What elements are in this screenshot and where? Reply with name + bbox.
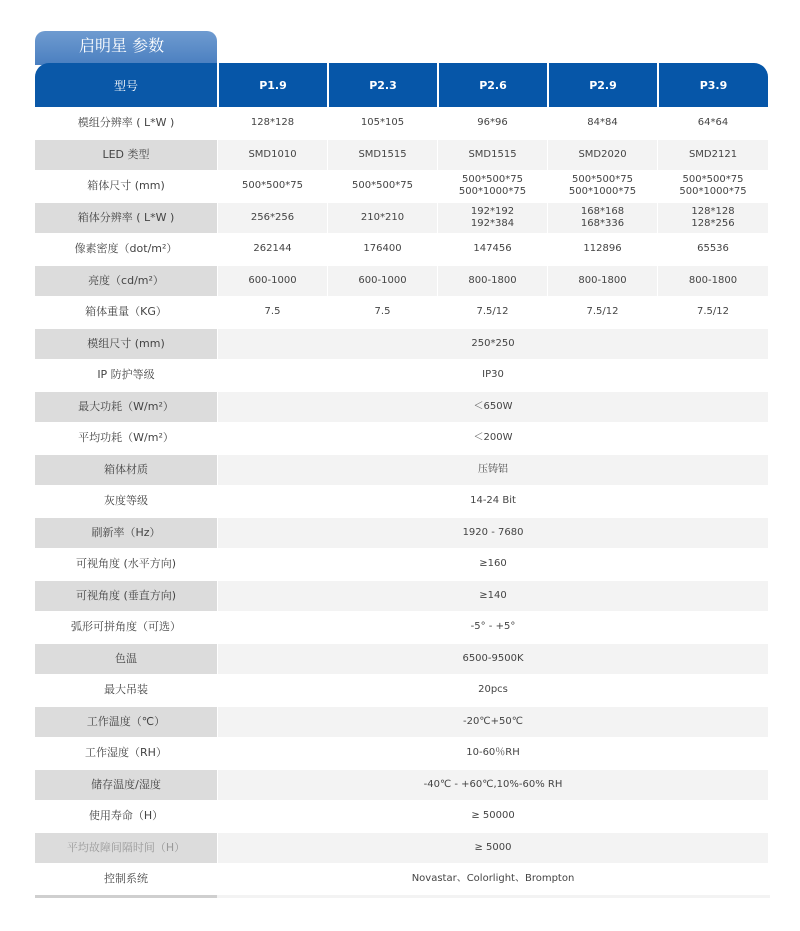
row-label: 箱体分辨率 ( L*W ) — [35, 202, 217, 234]
row-value: 96*96 — [437, 107, 547, 139]
row-value-merged: 压铸铝 — [217, 454, 768, 486]
row-value: 147456 — [437, 233, 547, 265]
table-row — [35, 391, 770, 423]
table-row — [35, 832, 770, 864]
table-row — [35, 517, 770, 549]
row-value: 7.5 — [327, 296, 437, 328]
row-value: 500*500*75 500*1000*75 — [657, 170, 768, 202]
row-label: 箱体材质 — [35, 454, 217, 486]
row-value: 128*128 — [217, 107, 327, 139]
row-label: 平均功耗（W/m²） — [35, 422, 217, 454]
row-label: 最大功耗（W/m²） — [35, 391, 217, 423]
row-value: 800-1800 — [547, 265, 657, 297]
table-body — [35, 107, 770, 895]
row-value-merged: ≥160 — [217, 548, 768, 580]
row-value-merged: ≥ 50000 — [217, 800, 768, 832]
row-value-merged: IP30 — [217, 359, 768, 391]
table-row — [35, 202, 770, 234]
row-label: 箱体重量（KG） — [35, 296, 217, 328]
table-row — [35, 737, 770, 769]
row-value: SMD2020 — [547, 139, 657, 171]
table-row — [35, 706, 770, 738]
row-label: 弧形可拼角度（可选） — [35, 611, 217, 643]
header-model-p19: P1.9 — [217, 63, 327, 107]
row-label: 可视角度 (垂直方向) — [35, 580, 217, 612]
header-model-p39: P3.9 — [657, 63, 768, 107]
row-label: 使用寿命（H） — [35, 800, 217, 832]
row-value: 112896 — [547, 233, 657, 265]
row-value: 192*192 192*384 — [437, 202, 547, 234]
row-label: 平均故障间隔时间（H） — [35, 832, 217, 864]
table-row — [35, 485, 770, 517]
table-row — [35, 170, 770, 202]
row-value: 800-1800 — [437, 265, 547, 297]
row-value-merged: 6500-9500K — [217, 643, 768, 675]
table-row — [35, 139, 770, 171]
row-value-merged: -40℃ - +60℃,10%-60% RH — [217, 769, 768, 801]
row-value: SMD2121 — [657, 139, 768, 171]
row-value-merged: 10-60％RH — [217, 737, 768, 769]
table-bottom-rule — [35, 895, 770, 898]
header-model-p29: P2.9 — [547, 63, 657, 107]
row-value: 65536 — [657, 233, 768, 265]
row-label: 工作温度（℃） — [35, 706, 217, 738]
row-value: 600-1000 — [327, 265, 437, 297]
row-label: 最大吊装 — [35, 674, 217, 706]
row-label: 色温 — [35, 643, 217, 675]
table-row — [35, 548, 770, 580]
row-value-merged: -20℃+50℃ — [217, 706, 768, 738]
row-label: 储存温度/湿度 — [35, 769, 217, 801]
header-model-p23: P2.3 — [327, 63, 437, 107]
row-value: 64*64 — [657, 107, 768, 139]
row-label: 灰度等级 — [35, 485, 217, 517]
row-value: 7.5/12 — [437, 296, 547, 328]
header-model-p26: P2.6 — [437, 63, 547, 107]
spec-table — [35, 63, 770, 898]
row-value-merged: 250*250 — [217, 328, 768, 360]
row-value: 176400 — [327, 233, 437, 265]
row-value-merged: 20pcs — [217, 674, 768, 706]
row-label: IP 防护等级 — [35, 359, 217, 391]
row-value-merged: Novastar、Colorlight、Brompton — [217, 863, 768, 895]
table-header — [35, 63, 770, 107]
table-row — [35, 107, 770, 139]
row-label: 模组分辨率 ( L*W ) — [35, 107, 217, 139]
row-label: 工作湿度（RH） — [35, 737, 217, 769]
row-label: 可视角度 (水平方向) — [35, 548, 217, 580]
row-value-merged: -5° - +5° — [217, 611, 768, 643]
row-value-merged: 14-24 Bit — [217, 485, 768, 517]
row-value: 128*128 128*256 — [657, 202, 768, 234]
row-label: 箱体尺寸 (mm) — [35, 170, 217, 202]
row-label: 像素密度（dot/m²） — [35, 233, 217, 265]
row-value-merged: 1920 - 7680 — [217, 517, 768, 549]
table-row — [35, 580, 770, 612]
row-label: 控制系统 — [35, 863, 217, 895]
row-value: 500*500*75 — [327, 170, 437, 202]
row-value: SMD1010 — [217, 139, 327, 171]
table-row — [35, 674, 770, 706]
table-row — [35, 611, 770, 643]
row-value: SMD1515 — [437, 139, 547, 171]
table-row — [35, 863, 770, 895]
table-row — [35, 328, 770, 360]
row-label: LED 类型 — [35, 139, 217, 171]
row-value-merged: ＜650W — [217, 391, 768, 423]
row-value: 500*500*75 — [217, 170, 327, 202]
table-row — [35, 800, 770, 832]
table-row — [35, 233, 770, 265]
row-label: 亮度（cd/m²） — [35, 265, 217, 297]
row-value: 256*256 — [217, 202, 327, 234]
row-value-merged: ≥ 5000 — [217, 832, 768, 864]
row-value: 7.5/12 — [547, 296, 657, 328]
row-value-merged: ≥140 — [217, 580, 768, 612]
row-label: 模组尺寸 (mm) — [35, 328, 217, 360]
header-model-label: 型号 — [35, 63, 217, 107]
row-value: SMD1515 — [327, 139, 437, 171]
row-value: 800-1800 — [657, 265, 768, 297]
row-value: 500*500*75 500*1000*75 — [437, 170, 547, 202]
table-row — [35, 643, 770, 675]
row-value-merged: ＜200W — [217, 422, 768, 454]
section-title-tab: 启明星 参数 — [35, 31, 217, 65]
row-value: 210*210 — [327, 202, 437, 234]
table-row — [35, 769, 770, 801]
table-row — [35, 422, 770, 454]
table-row — [35, 265, 770, 297]
row-value: 7.5 — [217, 296, 327, 328]
row-value: 500*500*75 500*1000*75 — [547, 170, 657, 202]
table-row — [35, 359, 770, 391]
row-value: 7.5/12 — [657, 296, 768, 328]
table-row — [35, 454, 770, 486]
row-value: 262144 — [217, 233, 327, 265]
row-value: 105*105 — [327, 107, 437, 139]
row-value: 84*84 — [547, 107, 657, 139]
row-value: 168*168 168*336 — [547, 202, 657, 234]
table-row — [35, 296, 770, 328]
row-label: 刷新率（Hz） — [35, 517, 217, 549]
row-value: 600-1000 — [217, 265, 327, 297]
